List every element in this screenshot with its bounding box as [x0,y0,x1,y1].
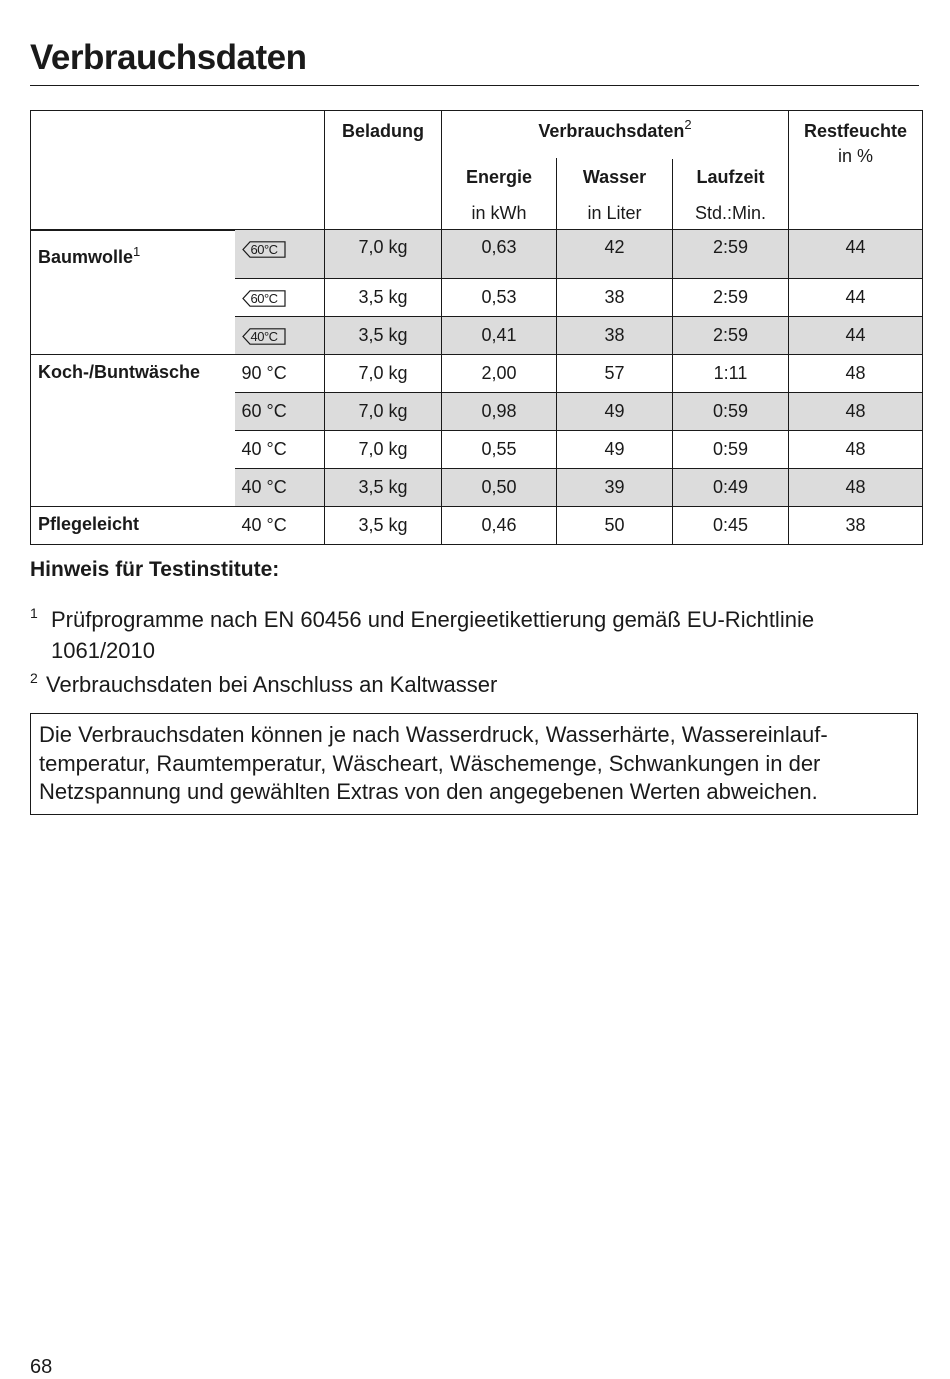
temperature-cell: 60 °C [235,393,325,431]
cell-runtime: 0:59 [673,393,789,431]
header-consumption-label: Verbrauchsdaten [538,121,685,141]
notes-heading: Hinweis für Testinstitute: [30,558,280,581]
cell-energy: 0,98 [442,393,557,431]
title-divider [30,85,919,86]
header-residual-moisture-label: Restfeuchte [804,121,908,141]
cell-load: 3,5 kg [325,279,442,317]
temperature-cell [235,317,325,355]
cell-water: 57 [557,355,673,393]
cell-moisture: 48 [789,393,923,431]
cell-water: 50 [557,507,673,545]
cell-energy: 0,41 [442,317,557,355]
group-name: Koch-/Buntwäsche [38,362,201,382]
table-row [31,507,923,545]
header-energy-unit: in kWh [442,197,557,231]
page-number: 68 [30,1356,53,1378]
consumption-table-body [30,229,923,545]
consumption-table [30,110,923,231]
cell-energy: 0,46 [442,507,557,545]
group-label [31,230,235,355]
cell-energy: 0,63 [442,230,557,279]
cell-moisture: 44 [789,230,923,279]
header-energy: Energie [442,159,557,197]
disclaimer-line-2: temperatur, Raumtemperatur, Wäscheart, Wäschemenge, Schwankungen in der [39,750,821,776]
temperature-cell: 40 °C [235,507,325,545]
cell-load: 7,0 kg [325,230,442,279]
eco-temperature-icon [242,328,286,345]
group-label [31,355,235,507]
disclaimer-box [30,713,918,815]
cell-water: 49 [557,393,673,431]
header-load: Beladung [325,111,442,231]
temperature-cell [235,279,325,317]
temperature-label: 40°C [250,328,278,344]
cell-runtime: 2:59 [673,279,789,317]
temperature-label: 60°C [250,241,278,257]
footnote-1-line-2: 1061/2010 [51,638,155,663]
cell-load: 7,0 kg [325,355,442,393]
cell-moisture: 48 [789,469,923,507]
cell-moisture: 44 [789,279,923,317]
temperature-label: 60°C [250,290,278,306]
temperature-cell: 40 °C [235,469,325,507]
cell-water: 38 [557,279,673,317]
header-water: Wasser [557,159,673,197]
footnote-1 [30,604,910,666]
eco-temperature-icon [242,290,286,307]
cell-energy: 0,50 [442,469,557,507]
cell-runtime: 2:59 [673,317,789,355]
cell-water: 38 [557,317,673,355]
group-name: Baumwolle [38,247,134,267]
header-consumption-footnote: 2 [684,117,692,132]
cell-moisture: 48 [789,355,923,393]
header-consumption [442,111,789,159]
cell-runtime: 0:59 [673,431,789,469]
header-runtime: Laufzeit [673,159,789,197]
cell-energy: 0,55 [442,431,557,469]
cell-moisture: 48 [789,431,923,469]
temperature-cell: 90 °C [235,355,325,393]
cell-water: 49 [557,431,673,469]
group-footnote: 1 [133,244,141,259]
cell-energy: 0,53 [442,279,557,317]
header-water-unit: in Liter [557,197,673,231]
cell-runtime: 0:49 [673,469,789,507]
cell-load: 3,5 kg [325,507,442,545]
header-blank-cell [31,111,325,231]
footnote-2 [30,669,910,700]
cell-load: 3,5 kg [325,469,442,507]
group-label [31,507,235,545]
footnote-2-mark: 2 [30,670,38,686]
cell-runtime: 1:11 [673,355,789,393]
header-residual-moisture-unit: in % [838,146,874,166]
disclaimer-line-3: Netzspannung und gewählten Extras von den angegebenen Werten abweichen. [39,779,818,804]
header-runtime-unit: Std.:Min. [673,197,789,231]
cell-energy: 2,00 [442,355,557,393]
cell-runtime: 2:59 [673,230,789,279]
header-residual-moisture [789,111,923,231]
cell-load: 7,0 kg [325,393,442,431]
eco-temperature-icon [242,241,286,258]
footnote-2-text: Verbrauchsdaten bei Anschluss an Kaltwasser [46,672,498,697]
cell-water: 42 [557,230,673,279]
cell-water: 39 [557,469,673,507]
footnote-1-mark: 1 [30,605,38,621]
cell-moisture: 44 [789,317,923,355]
cell-runtime: 0:45 [673,507,789,545]
temperature-cell [235,230,325,279]
cell-load: 7,0 kg [325,431,442,469]
temperature-cell: 40 °C [235,431,325,469]
page-title: Verbrauchsdaten [30,38,307,77]
table-row [31,355,923,393]
cell-moisture: 38 [789,507,923,545]
disclaimer-line-1: Die Verbrauchsdaten können je nach Wasserdruck, Wasserhärte, Wassereinlauf- [39,722,828,747]
group-name: Pflegeleicht [38,514,140,534]
cell-load: 3,5 kg [325,317,442,355]
table-row [31,230,923,279]
footnote-1-line-1: Prüfprogramme nach EN 60456 und Energieetikettierung gemäß EU-Richtlinie [51,607,815,632]
